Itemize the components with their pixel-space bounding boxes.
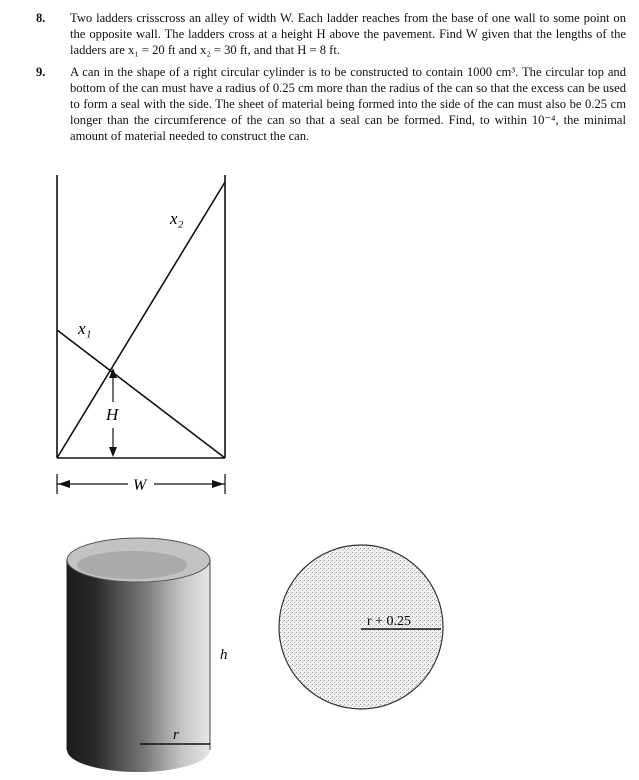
problem-text: Two ladders crisscross an alley of width W. Each ladder reaches from the base of one wall to some point on the opposite wall. The ladders cross at a height H above the pavement. Find W given that the lengths of the ladders are x₁ = 20 ft and x₂ = 30 ft, and that H = 8 ft. [70, 11, 626, 57]
label-h-can: h [220, 647, 228, 663]
arrowhead-right [212, 480, 224, 488]
arrowhead-left [58, 480, 70, 488]
disk-figure [279, 545, 443, 709]
problem-number: 8. [36, 11, 46, 25]
problem-number: 9. [36, 65, 46, 79]
label-x2: x₂ [170, 209, 184, 228]
ladder-x1 [57, 330, 225, 458]
arrowhead-down [109, 447, 117, 457]
ladder-figure [57, 175, 225, 494]
can-inner-shadow [77, 551, 187, 579]
label-h: H [106, 405, 119, 424]
problem-text: A can in the shape of a right circular cylinder is to be constructed to contain 1000 cm³. The circular top and bottom of the can must have a radius of 0.25 cm more than the radius of the can so that the excess can be used to form a seal with the side. The sheet of material being formed into the side of the can must also be 0.25 cm longer than the circumference of the can so that a seal can be formed. Find, to within 10⁻⁴, the minimal amount of material needed to construct the can. [70, 65, 626, 143]
can-body [67, 560, 210, 750]
can-figure [67, 538, 228, 772]
label-r-plus: r + 0.25 [367, 614, 412, 629]
can-bottom-rim [67, 728, 210, 772]
label-x1: x₁ [78, 319, 92, 338]
label-r: r [173, 727, 179, 743]
disk [279, 545, 443, 709]
label-w: W [133, 477, 147, 494]
